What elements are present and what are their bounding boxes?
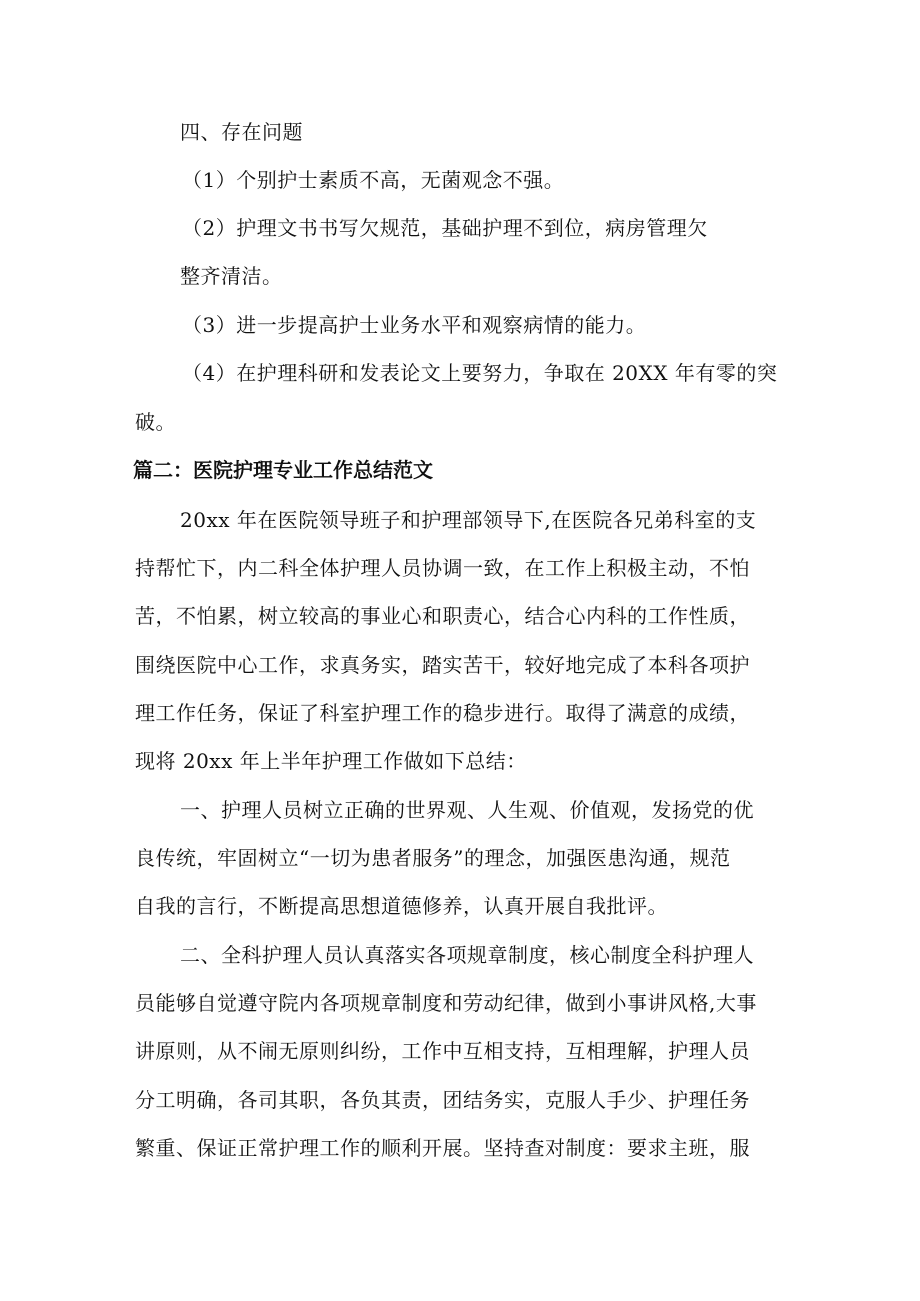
problem-item-4-line-2: 破。 [135,410,176,434]
intro-line: 围绕医院中心工作，求真务实，踏实苦干，较好地完成了本科各项护 [135,653,750,677]
section-title: 四、存在问题 [180,120,303,144]
point-one-line: 良传统，牢固树立“一切为患者服务”的理念，加强医患沟通，规范 [135,846,731,870]
intro-line: 现将 20xx 年上半年护理工作做如下总结： [135,749,527,773]
intro-line: 苦，不怕累，树立较高的事业心和职责心，结合心内科的工作性质， [135,604,750,628]
intro-line: 持帮忙下，内二科全体护理人员协调一致，在工作上积极主动，不怕 [135,556,750,580]
point-two-line: 繁重、保证正常护理工作的顺利开展。坚持查对制度：要求主班，服 [135,1136,750,1160]
problem-item-1: （1）个别护士素质不高，无菌观念不强。 [182,168,565,192]
point-two-line: 员能够自觉遵守院内各项规章制度和劳动纪律，做到小事讲风格,大事 [135,991,757,1015]
intro-line: 理工作任务，保证了科室护理工作的稳步进行。取得了满意的成绩， [135,701,750,725]
point-two-line: 讲原则，从不闹无原则纠纷，工作中互相支持，互相理解，护理人员 [135,1039,750,1063]
problem-item-2-line-1: （2）护理文书书写欠规范，基础护理不到位，病房管理欠 [182,216,708,240]
point-two-line: 二、全科护理人员认真落实各项规章制度，核心制度全科护理人 [180,943,754,967]
problem-item-4-line-1: （4）在护理科研和发表论文上要努力，争取在 20XX 年有零的突 [182,361,778,385]
point-one-line: 一、护理人员树立正确的世界观、人生观、价值观，发扬党的优 [180,798,754,822]
intro-line: 20xx 年在医院领导班子和护理部领导下,在医院各兄弟科室的支 [180,508,757,532]
point-two-line: 分工明确，各司其职，各负其责，团结务实，克服人手少、护理任务 [135,1088,750,1112]
problem-item-3: （3）进一步提高护士业务水平和观察病情的能力。 [182,313,647,337]
problem-item-2-line-2: 整齐清洁。 [180,264,283,288]
article-heading: 篇二：医院护理专业工作总结范文 [133,458,433,482]
point-one-line: 自我的言行，不断提高思想道德修养，认真开展自我批评。 [135,894,668,918]
